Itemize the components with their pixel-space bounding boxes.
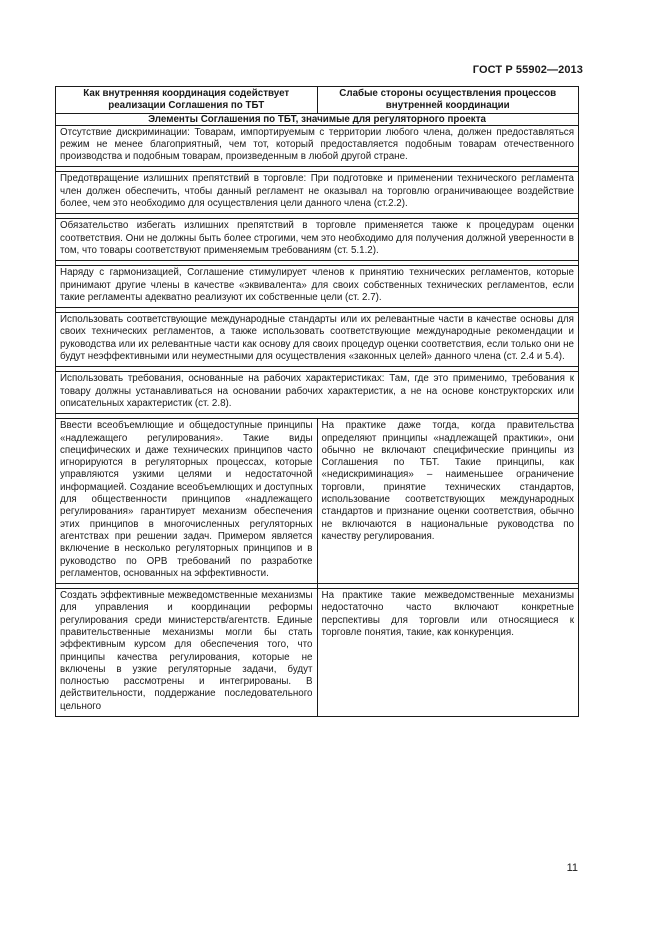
table-row <box>56 313 579 367</box>
split-row-1-right: На практике даже тогда, когда правительства определяют принципы «надлежащей практики», они обычно не включают специфические принципы из Соглашения по ТБТ. Такие принципы, как «недискриминация» – наименьшее ограничение торговли, принятие технических стандартов, использование соответствующих международных стандартов и признание оценки соответствия, обычно не включаются в национальные руководства по качеству регулирования. <box>317 419 579 584</box>
column-header-right: Слабые стороны осуществления процессов внутренней координации <box>317 87 579 114</box>
coordination-table <box>55 86 579 717</box>
principle-international-standards: Использовать соответствующие международные стандарты или их релевантные части в качестве основы для своих технических регламентов, а также использовать соответствующие международные рекомендации и руководства или их релевантные части как основу для своих процедур оценки соответствия, если только они не будут неэффективными или неуместными для осуществления «законных целей» данного члена (ст. 2.4 и 5.4). <box>56 313 579 367</box>
table-row <box>56 589 579 717</box>
principle-avoid-obstacles: Предотвращение излишних препятствий в торговле: При подготовке и применении технического регламента член должен обеспечить, чтобы данный регламент не оказывал на торговлю ограничивающее воздействие более, чем это необходимо для осуществления цели данного члена (ст.2.2). <box>56 172 579 214</box>
column-header-left: Как внутренняя координация содействует реализации Соглашения по ТБТ <box>56 87 318 114</box>
section-title: Элементы Соглашения по ТБТ, значимые для регуляторного проекта <box>56 113 579 125</box>
header-row <box>56 87 579 114</box>
principle-conformity-assessment: Обязательство избегать излишних препятствий в торговле применяется также к процедурам оценки соответствия. Они не должны быть более строгими, чем это необходимо для получения должной уверенности в том, что товары соответствуют применяемым требованиям (ст. 5.1.2). <box>56 219 579 261</box>
table-row <box>56 266 579 308</box>
table-row <box>56 125 579 167</box>
split-row-1-left: Ввести всеобъемлющие и общедоступные принципы «надлежащего регулирования». Такие виды специфических и даже технических принципов часто игнорируются в регуляторных процессах, которые управляются узкими целями и недостаточной информацией. Создание всеобъемлющих и доступных для общественности принципов «надлежащего регулирования» гарантирует механизм обеспечения этих принципов в многочисленных регуляторных агентствах при решении задач. Примером является включение в несколько регуляторных принципов и в руководство по ОРВ требований по разработке регламентов, основанных на эффективности. <box>56 419 318 584</box>
section-row <box>56 113 579 125</box>
page-number: 11 <box>566 862 578 874</box>
principle-performance-requirements: Использовать требования, основанные на рабочих характеристиках: Там, где это применимо, требования к товару должны устанавливаться на основании рабочих характеристик, а не на основе конструкторских или описательных характеристик (ст. 2.8). <box>56 372 579 414</box>
document-code: ГОСТ Р 55902—2013 <box>472 64 583 76</box>
split-row-2-left: Создать эффективные межведомственные механизмы для управления и координации реформы регулирования среди министерств/агентств. Единые правительственные механизмы могли бы стать эффективным курсом для обеспечения того, что принципы качества регулирования, которые не включены в узкие регуляторные задачи, будут полностью рассмотрены и интегрированы. В действительности, поддержание последовательного цельного <box>56 589 318 717</box>
principle-equivalence: Наряду с гармонизацией, Соглашение стимулирует членов к принятию технических регламентов, которые принимают другие члены в качестве «эквивалента» для своих собственных технических регламентов, если такие регламенты адекватно реализуют их собственные цели (ст. 2.7). <box>56 266 579 308</box>
table-row <box>56 172 579 214</box>
principle-non-discrimination: Отсутствие дискриминации: Товарам, импортируемым с территории любого члена, должен предоставляться режим не менее благоприятный, чем тот, который предоставляется подобным товарам отечественного производства и подобным товарам, произведенным в любой другой стране. <box>56 125 579 167</box>
table-row <box>56 372 579 414</box>
split-row-2-right: На практике такие межведомственные механизмы недостаточно часто включают конкретные перспективы для торговли или относящиеся к торговле понятия, такие, как конкуренция. <box>317 589 579 717</box>
table-row <box>56 219 579 261</box>
table-row <box>56 419 579 584</box>
